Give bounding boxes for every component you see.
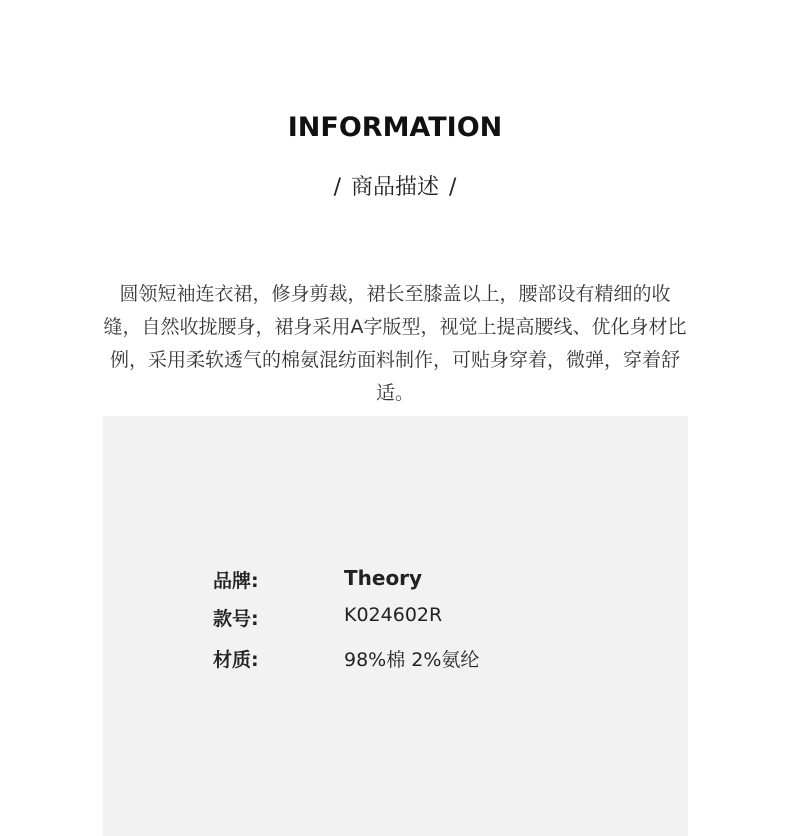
section-title: INFORMATION: [287, 112, 503, 143]
spec-row-material: [103, 645, 688, 675]
style-number-label: 款号:: [213, 608, 259, 630]
product-description: 圆领短袖连衣裙，修身剪裁，裙长至膝盖以上，腰部设有精细的收缝，自然收拢腰身，裙身采用A字版型，视觉上提高腰线、优化身材比例，采用柔软透气的棉氨混纺面料制作，可贴身穿着，微弹，穿着舒适。: [103, 283, 687, 404]
product-info-panel: [103, 416, 688, 836]
spec-row-style-number: [103, 604, 688, 634]
subtitle-text: 商品描述: [350, 175, 439, 200]
slash-divider-left: /: [333, 175, 341, 200]
brand-label: 品牌:: [213, 570, 259, 592]
spec-row-brand: [103, 566, 688, 596]
brand-value: Theory: [344, 566, 423, 590]
material-value: 98%棉 2%氨纶: [344, 649, 480, 671]
section-subtitle: [0, 170, 790, 201]
style-number-value: K024602R: [344, 604, 443, 626]
material-label: 材质:: [213, 649, 259, 671]
slash-divider-right: /: [449, 175, 457, 200]
